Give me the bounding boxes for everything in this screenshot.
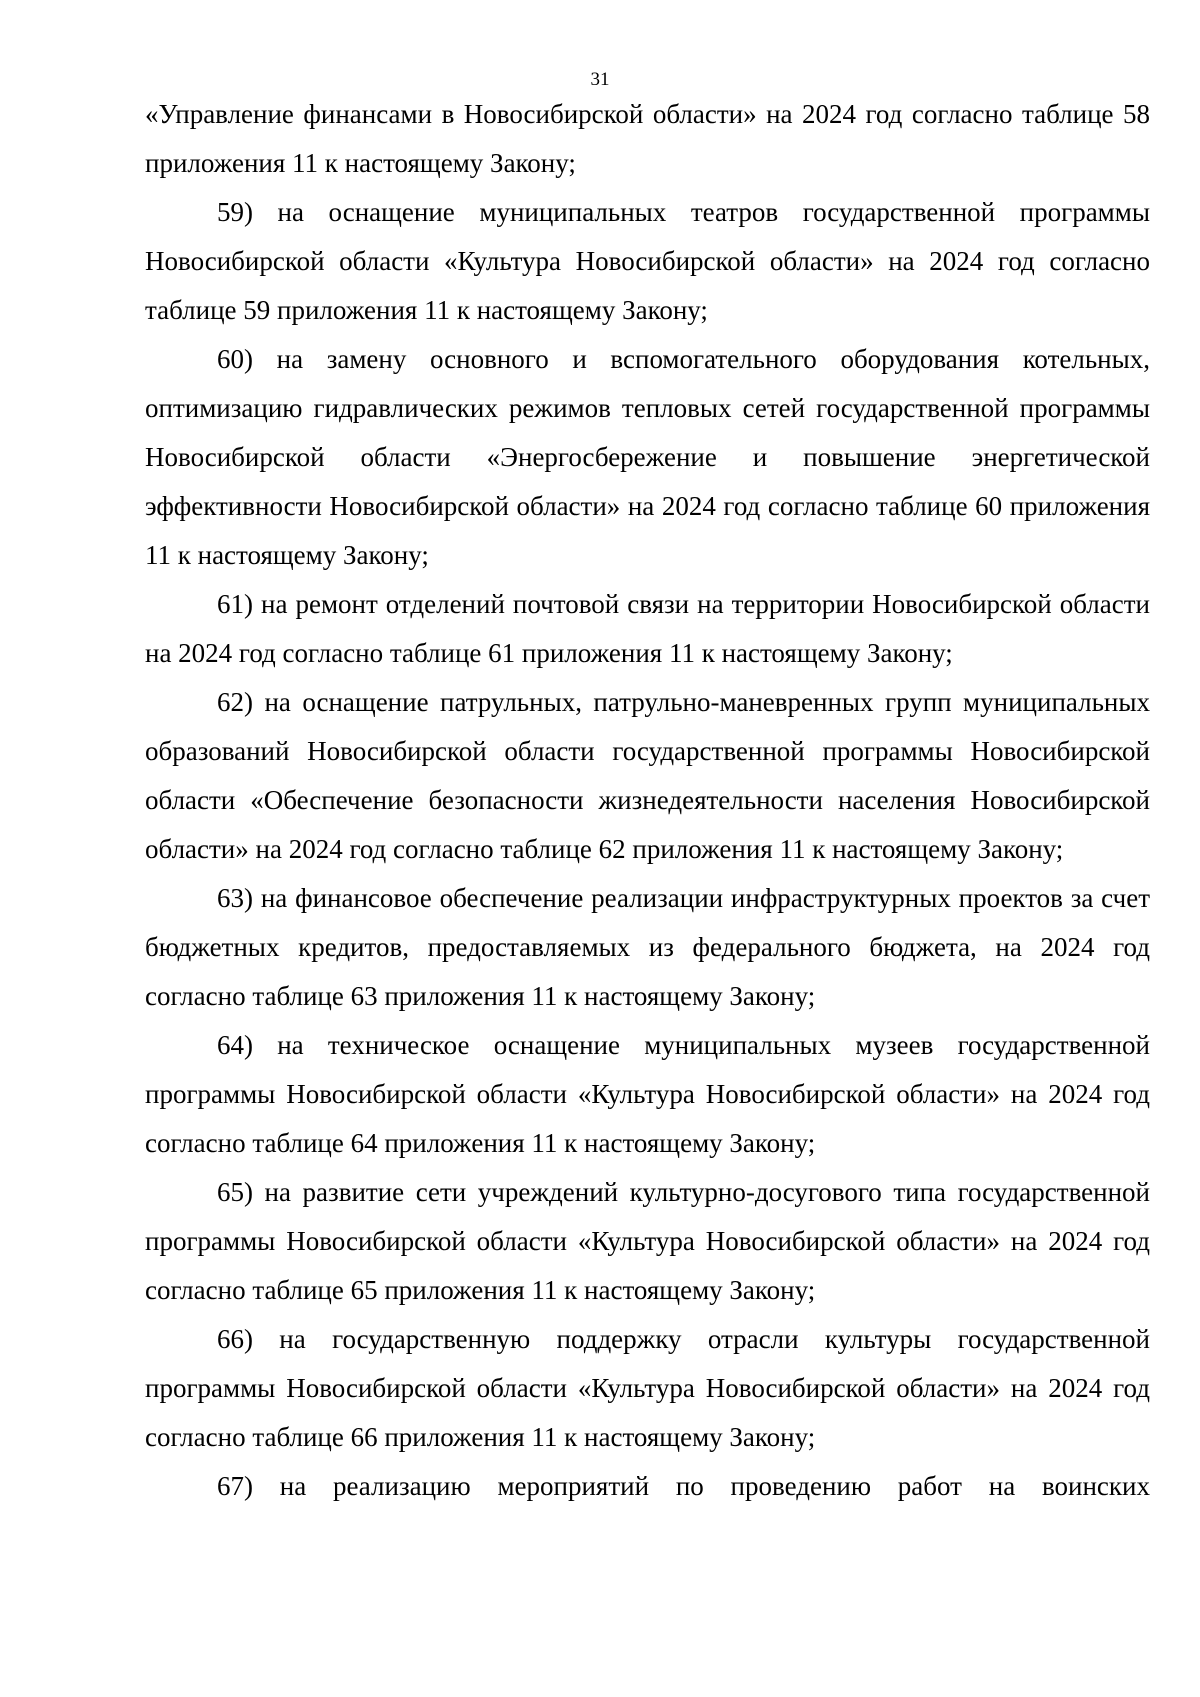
list-item-63: 63) на финансовое обеспечение реализации инфраструктурных проектов за счет бюджетных кредитов, предоставляемых из федерального бюджета, на 2024 год согласно таблице 63 приложения 11 к настоящему Закону; bbox=[145, 883, 1150, 1011]
document-body bbox=[145, 90, 1150, 1511]
list-item-65: 65) на развитие сети учреждений культурно-досугового типа государственной программы Новосибирской области «Культура Новосибирской области» на 2024 год согласно таблице 65 приложения 11 к настоящему Закону; bbox=[145, 1177, 1150, 1305]
list-item-66: 66) на государственную поддержку отрасли культуры государственной программы Новосибирской области «Культура Новосибирской области» на 2024 год согласно таблице 66 приложения 11 к настоящему Закону; bbox=[145, 1324, 1150, 1452]
page-number: 31 bbox=[590, 69, 610, 90]
list-item-62: 62) на оснащение патрульных, патрульно-маневренных групп муниципальных образований Новосибирской области государственной программы Новосибирской области «Обеспечение безопасности жизнедеятельности населения Новосибирской области» на 2024 год согласно таблице 62 приложения 11 к настоящему Закону; bbox=[145, 687, 1150, 864]
list-item-59: 59) на оснащение муниципальных театров государственной программы Новосибирской области «Культура Новосибирской области» на 2024 год согласно таблице 59 приложения 11 к настоящему Закону; bbox=[145, 197, 1150, 325]
list-item-61: 61) на ремонт отделений почтовой связи на территории Новосибирской области на 2024 год согласно таблице 61 приложения 11 к настоящему Закону; bbox=[145, 589, 1150, 668]
list-item-60: 60) на замену основного и вспомогательного оборудования котельных, оптимизацию гидравлических режимов тепловых сетей государственной программы Новосибирской области «Энергосбережение и повышение энергетической эффективности Новосибирской области» на 2024 год согласно таблице 60 приложения 11 к настоящему Закону; bbox=[145, 344, 1150, 570]
list-item-67: 67) на реализацию мероприятий по проведению работ на воинских bbox=[217, 1471, 1150, 1501]
list-item-64: 64) на техническое оснащение муниципальных музеев государственной программы Новосибирской области «Культура Новосибирской области» на 2024 год согласно таблице 64 приложения 11 к настоящему Закону; bbox=[145, 1030, 1150, 1158]
paragraph-continuation: «Управление финансами в Новосибирской области» на 2024 год согласно таблице 58 приложения 11 к настоящему Закону; bbox=[145, 99, 1150, 178]
